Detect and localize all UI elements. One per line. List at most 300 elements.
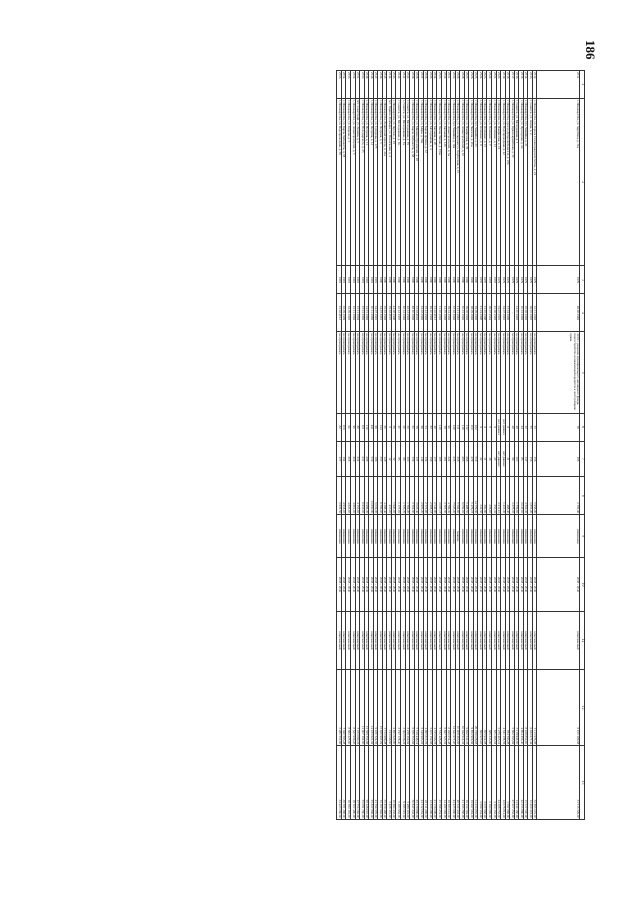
cell-c6: 48 [432,413,437,441]
cell-year: 1980 [464,266,469,294]
cell-c9: изменения [473,515,478,558]
cell-c8: 2 935,50 [337,477,342,515]
table-row [414,71,419,820]
cell-c10: 2038 - 2040 [455,558,460,611]
cell-c7: 156 [532,441,537,477]
cell-c11: комплексный [464,611,469,669]
cell-c13: 14 480 592,00 [441,746,446,820]
cell-c10: 2038 - 2040 [537,558,580,611]
cell-date: 01.03.2002 [414,294,419,332]
table-row [396,71,401,820]
cell-num: 2538. [414,71,419,99]
cell-c11: комплексный [451,611,456,669]
cell-c8: 4 823,00 [346,477,351,515]
cell-c9: изменения [373,515,378,558]
cell-c12: 5 349 983,84 [419,670,424,746]
cell-c8: 468,40 [505,477,510,515]
cell-c8: 14 779,90 [473,477,478,515]
cell-c12: 663 973,00 [478,670,483,746]
cell-c10: 2038 - 2040 [382,558,387,611]
cell-c8: 1 413,30 [501,477,506,515]
cell-status: не проводилась [387,332,392,413]
cell-c7: 96 [510,441,515,477]
cell-year: 1980 [405,266,410,294]
cell-c6: 76 [414,413,419,441]
cell-address: г. Йошкар-Ола, ул. Авиастроителей, д. 5а [446,98,451,266]
cell-num: 2519. [501,71,506,99]
cell-year: 1981 [373,266,378,294]
cell-c13: 13 409 316,00 [528,746,533,820]
table-row [419,71,424,820]
cell-status: не проводилась [346,332,351,413]
cell-address: г. Йошкар-Ола, ул. Мира, д. 59а [419,98,424,266]
table-row [373,71,378,820]
cell-c6: 78 [441,413,446,441]
cell-c9: изменения [378,515,383,558]
cell-status: не проводилась [460,332,465,413]
cell-date: 09.08.1992 [464,294,469,332]
cell-c9: изменения [501,515,506,558]
cell-year: 1979 [537,266,580,294]
cell-year: 1981 [337,266,342,294]
table-row [482,71,487,820]
cell-c13: 31 515 329,00 [537,746,580,820]
cell-c11: комплексный [455,611,460,669]
cell-c11: комплексный [519,611,524,669]
cell-c10: 2038 - 2040 [373,558,378,611]
cell-c10: 2038 - 2040 [369,558,374,611]
cell-address: г. Йошкар-Ола, ул. Кирова, д. 5 [346,98,351,266]
cell-address: г. Йошкар-Ола, ул. Петрова, д. 11 [364,98,369,266]
cell-c13: 55 837 896,00 [369,746,374,820]
cell-c8: 4 153,00 [355,477,360,515]
cell-num: 2545. [382,71,387,99]
cell-c8: 2 047,00 [519,477,524,515]
column-number-cell: 7 [580,441,585,477]
cell-c6: 112 [364,413,369,441]
cell-c7: 186 [373,441,378,477]
cell-year: 1979 [510,266,515,294]
cell-c8: 1 770,70 [401,477,406,515]
cell-c11: комплексный [514,611,519,669]
cell-c6: 90 [346,413,351,441]
cell-c6: 9 [482,413,487,441]
cell-date: 05.08.1992 [523,294,528,332]
cell-address: г. Йошкар-Ола, проезд Добролюбова 2-й, д. 25б [505,98,510,266]
cell-c8: 2 542,80 [432,477,437,515]
cell-num: 2534. [432,71,437,99]
cell-c12: 5 101 152,96 [428,670,433,746]
cell-c11: комплексный [473,611,478,669]
cell-c6: 30 [401,413,406,441]
cell-c6: 96 [373,413,378,441]
cell-address: г. Йошкар-Ола, ул. Водопроводная, д. 42 [501,98,506,266]
cell-c11: комплексный [373,611,378,669]
cell-c12: 9 853 909,92 [469,670,474,746]
cell-num: 2515. [519,71,524,99]
cell-c12: 6 670 713,92 [410,670,415,746]
cell-c13: 3 037 968,00 [482,746,487,820]
cell-c8: 4 801,00 [351,477,356,515]
cell-c13: 24 423 360,00 [337,746,342,820]
cell-c12: 655 934,08 [482,670,487,746]
cell-c9: изменения [451,515,456,558]
cell-c12: 4 804 450,40 [519,670,524,746]
cell-year: 1955 [482,266,487,294]
cell-c9: изменения [405,515,410,558]
cell-year: 1980 [396,266,401,294]
cell-c7: 177 [432,441,437,477]
cell-c8: 3 275,10 [510,477,515,515]
cell-c11: комплексный [387,611,392,669]
cell-c8: 7 025,20 [451,477,456,515]
cell-c9: изменения [364,515,369,558]
cell-c9: изменения [510,515,515,558]
table-row [537,71,580,820]
cell-c8: 3 702,60 [410,477,415,515]
cell-num: 2542. [396,71,401,99]
cell-year: 1980 [473,266,478,294]
cell-c11: комплексный [423,611,428,669]
cell-status: не проводилась [364,332,369,413]
cell-year: 1955 [487,266,492,294]
cell-c10: 2038 - 2040 [528,558,533,611]
cell-address: г. Йошкар-Ола, ул. Авиастроителей, д. 10 [460,98,465,266]
cell-address: г. Йошкар-Ола, ул. Пролетарская/ул. Кирпичная, д. 10 [455,98,460,266]
cell-c8: 6 986,30 [364,477,369,515]
cell-date: 04.07.1991 [496,294,501,332]
cell-c6: 75 [528,413,533,441]
cell-status: не проводилась [341,332,346,413]
cell-c10: 2038 - 2040 [341,558,346,611]
cell-address: г. Йошкар-Ола, ул. Панфилова, д. 39 [464,98,469,266]
cell-c9: изменения [505,515,510,558]
table-row [451,71,456,820]
cell-c11: комплексный [437,611,442,669]
cell-status: не проводилась [360,332,365,413]
cell-year: 1980 [432,266,437,294]
cell-c8: 5 582,60 [455,477,460,515]
cell-address: г. Йошкар-Ола, ул. Панфилова, д. 19 [496,98,501,266]
cell-c7: 147 [523,441,528,477]
cell-num: 2523. [482,71,487,99]
cell-c10: 2038 - 2040 [482,558,487,611]
cell-address: г. Йошкар-Ола, ул. Прохорова, д. 24 [519,98,524,266]
table-row [369,71,374,820]
cell-c9: изменения [414,515,419,558]
cell-c11: комплексный [346,611,351,669]
cell-c10: 2038 - 2040 [437,558,442,611]
cell-c13: 32 895 016,00 [532,746,537,820]
cell-c12: 26 729 028,08 [473,670,478,746]
cell-address: г. Йошкар-Ола, ул. Карла Либкнехта, д. 58 [341,98,346,266]
cell-c6: 9 [491,413,496,441]
cell-c11: комплексный [369,611,374,669]
cell-c10: 2038 - 2040 [532,558,537,611]
cell-year: 1981 [369,266,374,294]
cell-c11: комплексный [428,611,433,669]
cell-year: 1979 [519,266,524,294]
cell-address: г. Йошкар-Ола, ул. Баумана, д. 20 [432,98,437,266]
table-row [491,71,496,820]
cell-year: 1980 [441,266,446,294]
cell-c13: 24 386 752,00 [496,746,501,820]
cell-c6: 90 [351,413,356,441]
cell-c12: 5 519 446,14 [414,670,419,746]
cell-date: 01.02.2013 [337,294,342,332]
cell-c7: 177 [337,441,342,477]
cell-c11: комплексный [405,611,410,669]
cell-c8: 5 958,80 [532,477,537,515]
cell-c9: изменения [487,515,492,558]
cell-num: 2521. [491,71,496,99]
cell-address: г. Йошкар-Ола, ул. Осипенко, д. 7 [487,98,492,266]
cell-status: не проводилась [510,332,515,413]
cell-c10: 2038 - 2040 [405,558,410,611]
cell-c9: изменения [478,515,483,558]
cell-year: 1980 [428,266,433,294]
table-row [410,71,415,820]
cell-status: не проводилась [419,332,424,413]
cell-status: не проводилась [528,332,533,413]
cell-c12: 12 641 677,20 [451,670,456,746]
cell-c8: 1 620,00 [391,477,396,515]
cell-date: 10.01.1992 [519,294,524,332]
cell-date: 08.05.1993 [528,294,533,332]
cell-c10: 2038 - 2040 [501,558,506,611]
cell-c6: 30 [405,413,410,441]
cell-c12: 10 008 203,93 [455,670,460,746]
cell-c7: 12 [387,441,392,477]
cell-address: г. Йошкар-Ола, ул. Суворова, д. 175 [373,98,378,266]
cell-c11: комплексный [501,611,506,669]
cell-c11: комплексный [355,611,360,669]
cell-c13: 22 355 880,00 [519,746,524,820]
cell-num: 2530. [451,71,456,99]
cell-c11: комплексный [414,611,419,669]
cell-num: 2512. [532,71,537,99]
cell-num: 2554. [341,71,346,99]
cell-c10: 2038 - 2040 [410,558,415,611]
cell-c11: комплексный [469,611,474,669]
cell-date: 10.11.1992 [369,294,374,332]
cell-year: 1981 [351,266,356,294]
cell-year: 1979 [514,266,519,294]
cell-status: не проводилась [437,332,442,413]
cell-c9: изменения [491,515,496,558]
cell-c9: изменения [519,515,524,558]
cell-year: 1981 [355,266,360,294]
cell-address: г. Йошкар-Ола, бул. Чавайна, д. 23 [473,98,478,266]
cell-c10: 2038 - 2040 [469,558,474,611]
cell-c12: 9 030 724,56 [373,670,378,746]
cell-date: 22.12.1997 [396,294,401,332]
table-row [437,71,442,820]
cell-c11: комплексный [351,611,356,669]
cell-c11: комплексный [496,611,501,669]
cell-c12: 4 997 817,76 [423,670,428,746]
cell-date: 08.09.1992 [469,294,474,332]
cell-c7: 234 [355,441,360,477]
cell-c12: 8 683 225,60 [346,670,351,746]
cell-c13: 73 167 992,00 [378,746,383,820]
cell-date: 22.12.1992 [405,294,410,332]
cell-date: 24.08.1998 [391,294,396,332]
cell-c12: 6 815 189,68 [537,670,580,746]
cell-c7: 28 [487,441,492,477]
cell-c9: изменения [346,515,351,558]
cell-c11: комплексный [528,611,533,669]
cell-status: не проводилась [373,332,378,413]
cell-c10: 2038 - 2040 [432,558,437,611]
cell-c13: 16 707 480,00 [351,746,356,820]
cell-c13: 5 289 116,00 [405,746,410,820]
table-row [446,71,451,820]
cell-date: 26.10.1992 [428,294,433,332]
cell-c9: изменения [423,515,428,558]
cell-year: 1980 [391,266,396,294]
cell-c9: изменения [437,515,442,558]
table-row [364,71,369,820]
cell-date: 16.12.1992 [423,294,428,332]
cell-c9: изменения [382,515,387,558]
cell-c7: 156 [528,441,533,477]
cell-c6: 9 [478,413,483,441]
cell-year: 1980 [469,266,474,294]
cell-c12: 8 498 654,48 [446,670,451,746]
cell-c7: 279 [469,441,474,477]
cell-c6: 65 [382,413,387,441]
cell-c13: 41 760 576,00 [373,746,378,820]
cell-date: 26.08.1992 [537,294,580,332]
cell-num: 2555. [337,71,342,99]
table-body [337,71,580,820]
cell-year: 1980 [460,266,465,294]
cell-c10: 2038 - 2040 [441,558,446,611]
table-row [401,71,406,820]
cell-c10: 2038 - 2040 [514,558,519,611]
column-number-cell: 4 [580,294,585,332]
table-row [528,71,533,820]
table-row [387,71,392,820]
cell-c12: 3 119 947,00 [514,670,519,746]
cell-c12: 743 096,60 [387,670,392,746]
column-number-cell: 8 [580,477,585,515]
cell-num: 2535. [428,71,433,99]
cell-status: не проводилась [487,332,492,413]
table-row [510,71,515,820]
cell-c13: 3 597 888,00 [505,746,510,820]
cell-c8: 13 830,80 [369,477,374,515]
cell-c8: 413,00 [387,477,392,515]
cell-c6: 36 [391,413,396,441]
cell-c9: изменения [337,515,342,558]
table-row [346,71,351,820]
cell-c11: комплексный [378,611,383,669]
cell-c10: 2038 - 2040 [396,558,401,611]
cell-status: не проводилась [401,332,406,413]
cell-address: г. Йошкар-Ола, ул. Героев Сталинградской битвы, д. 24 [532,98,537,266]
cell-c6: 88 [355,413,360,441]
column-number-cell: 12 [580,670,585,746]
cell-c13: 10 694 432,00 [391,746,396,820]
cell-address: г. Йошкар-Ола, ул. Якова Эшпая, д. 164а [437,98,442,266]
cell-c6: 69 [419,413,424,441]
cell-date: 04.07.1991 [373,294,378,332]
cell-year: 1979 [523,266,528,294]
cell-year: 1980 [387,266,392,294]
cell-c8: 4 502,30 [523,477,528,515]
cell-address: г. Йошкар-Ола, ул. Карла Либкнехта, д. 98 [410,98,415,266]
cell-date: 04.07.1991 [501,294,506,332]
cell-c6: 8 [487,413,492,441]
cell-c12: 8 637 959,20 [351,670,356,746]
cell-c11: комплексный [364,611,369,669]
cell-c11: комплексный [537,611,580,669]
cell-c9: изменения [396,515,401,558]
cell-num: 2553. [346,71,351,99]
housing-register-table [336,70,585,820]
cell-address: г. Йошкар-Ола, ул. Красноармейская, д. 50 [510,98,515,266]
cell-date: - [510,294,515,332]
cell-c12: 8 238 850,00 [523,670,528,746]
cell-c7: 185 [437,441,442,477]
cell-date: 04.07.1991 [378,294,383,332]
cell-c11: комплексный [460,611,465,669]
cell-address: г. Йошкар-Ола, ул. Петрова, д. 13 [369,98,374,266]
cell-c6: 90 [446,413,451,441]
cell-c7: 100 [405,441,410,477]
cell-c12: 3 197 178,40 [396,670,401,746]
cell-status: не проводилась [410,332,415,413]
cell-num: 2552. [351,71,356,99]
cell-date: 12.11.1992 [351,294,356,332]
cell-c7: 128 [382,441,387,477]
cell-c10: 2038 - 2040 [391,558,396,611]
cell-c9: изменения [482,515,487,558]
cell-c9: изменения [419,515,424,558]
cell-c13: 3 436 161,00 [387,746,392,820]
cell-c7: 181 [441,441,446,477]
cell-c8: 5 019,30 [373,477,378,515]
cell-c10: 2038 - 2040 [487,558,492,611]
cell-c11: комплексный [419,611,424,669]
cell-status: не проводилась [405,332,410,413]
cell-c13: 3 104 152,00 [491,746,496,820]
column-number-cell: 13 [580,746,585,820]
cell-c10: 2038 - 2040 [355,558,360,611]
cell-c8: 2 988,13 [428,477,433,515]
cell-c6: 82 [337,413,342,441]
table-row [428,71,433,820]
cell-c12: 9 822 541,16 [464,670,469,746]
cell-address: г. Советск, ул. Молодежная, д. 1 [514,98,519,266]
cell-c13: 25 768 454,00 [437,746,442,820]
table-row [341,71,346,820]
cell-c13: 6 195 516,00 [401,746,406,820]
cell-address: пгт. Советский, ул. Ленина, д. 5 [355,98,360,266]
cell-c9: изменения [441,515,446,558]
cell-c9: изменения [523,515,528,558]
cell-date: 10.01.1992 [460,294,465,332]
cell-c10: 2038 - 2040 [505,558,510,611]
cell-status: не проводилась [519,332,524,413]
cell-c12: 14 183 621,92 [369,670,374,746]
cell-date: 01.02.2013 [432,294,437,332]
cell-date: 15.11.1994 [355,294,360,332]
table-row [382,71,387,820]
cell-c10: 2038 - 2040 [419,558,424,611]
